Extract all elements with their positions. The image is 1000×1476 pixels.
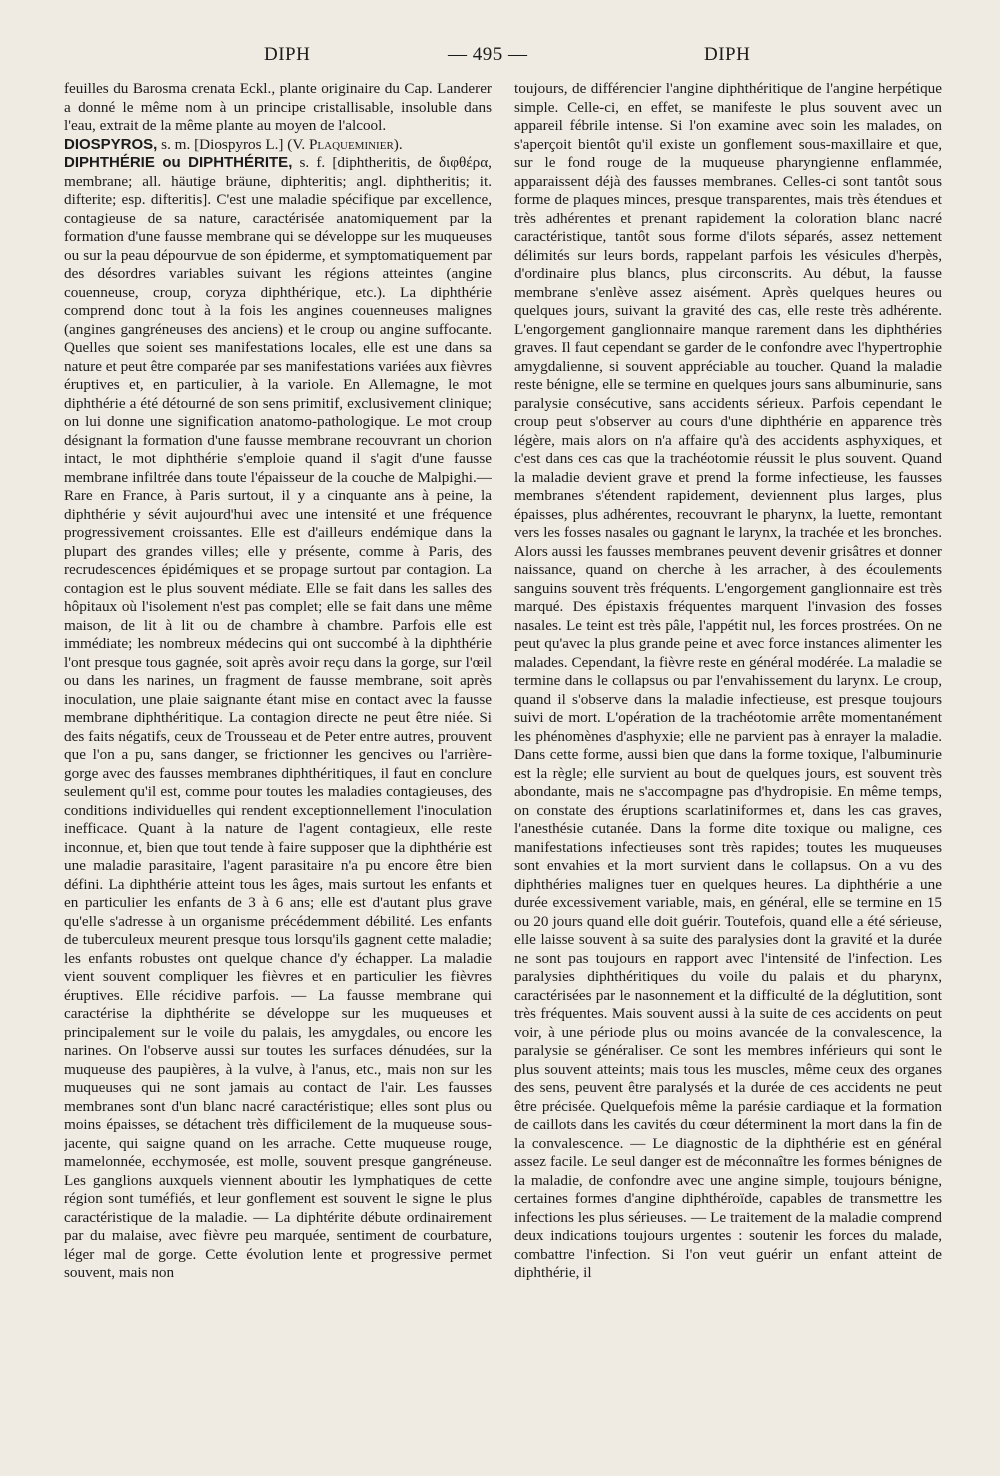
header-left-keyword: DIPH bbox=[264, 44, 311, 65]
left-column bbox=[64, 80, 492, 1460]
entry-headword: DIOSPYROS, bbox=[64, 135, 158, 153]
page-number: — 495 — bbox=[448, 44, 528, 65]
entry-definition: s. f. [diphtheritis, de διφθέρα, membrane; all. häutige bräune, diphteritis; angl. diphtheritis; it. difterite; esp. difteritis]. C'est une maladie spécifique par excellence, contagieuse de sa nature, caractérisée anatomiquement par la formation d'une fausse membrane qui se développe sur les muqueuses ou sur la peau dépourvue de son épiderme, et symptomatiquement par des désordres variables suivant les régions atteintes (angine couenneuse, croup, coryza diphthérique, etc.). La diphthérie comprend donc tout à la fois les angines couenneuses malignes (angines gangréneuses des anciens) et le croup ou angine suffocante. Quelles que soient ses manifestations locales, elle est une dans sa nature et peut être comparée par ses manifestations variées aux fièvres éruptives et, en particulier, à la variole. En Allemagne, le mot diphthérie a été détourné de son sens primitif, exclusivement clinique; on lui donne une signification anatomo-pathologique. Le mot croup désignant la formation d'une fausse membrane recouvrant un chorion intact, le mot diphthérie s'emploie quand il s'agit d'une fausse membrane infiltrée dans toute l'épaisseur de la couche de Malpighi.— Rare en France, à Paris surtout, il y a cinquante ans à peine, la diphthérie y sévit aujourd'hui avec une intensité et une fréquence progressivement croissantes. Elle est d'ailleurs endémique dans la plupart des grandes villes; elle y présente, comme à Paris, des recrudescences épidémiques et se propage surtout par contagion. La contagion est le plus souvent médiate. Elle se fait dans les salles des hôpitaux où l'isolement n'est pas complet; elle se fait dans une même maison, de lit à lit ou de chambre à chambre. Parfois elle est immédiate; les nombreux médecins qui ont succombé à la diphthérie l'ont presque tous gagnée, soit après avoir reçu dans la gorge, sur l'œil ou dans les narines, un fragment de fausse membrane, soit après inoculation, une plaie saignante étant mise en contact avec la fausse membrane diphthéritique. La contagion directe ne peut être niée. Si des faits négatifs, ceux de Trousseau et de Peter entre autres, prouvent que l'on a pu, sans danger, se frictionner les gencives ou l'arrière-gorge avec des fausses membranes diphthéritiques, il faut en conclure seulement qu'il est, comme pour toutes les maladies contagieuses, des conditions individuelles qui rendent exceptionnellement l'inoculation inefficace. Quant à la nature de l'agent contagieux, elle reste inconnue, et, bien que tout tende à faire supposer que la diphthérie est une maladie parasitaire, l'agent parasitaire n'a pu encore être bien défini. La diphthérie atteint tous les âges, mais surtout les enfants et en particulier les enfants de 3 à 6 ans; elle est d'autant plus grave qu'elle s'adresse à un organisme précédemment débilité. Les enfants de tuberculeux meurent presque tous lorsqu'ils gagnent cette maladie; les enfants robustes ont quelque chance d'y échapper. La maladie vient souvent compliquer les fièvres et en particulier les fièvres éruptives. Elle récidive parfois. — La fausse membrane qui caractérise la diphthérite se développe sur les muqueuses et principalement sur le voile du palais, les amygdales, ou encore les narines. On l'observe aussi sur toutes les surfaces dénudées, sur la muqueuse des paupières, à la vulve, à l'anus, etc., mais non sur les muqueuses qui ne sont jamais au contact de l'air. Les fausses membranes sont d'un blanc nacré caractéristique; elles sont plus ou moins épaisses, se détachent très difficilement de la muqueuse sous-jacente, qui saigne quand on les arrache. Cette muqueuse rouge, mamelonnée, ecchymosée, est molle, souvent presque gangréneuse. Les ganglions auxquels viennent aboutir les lymphatiques de cette région sont tuméfiés, et leur gonflement est souvent le signe le plus caractéristique de la maladie. — La diphtérite débute ordinairement par du malaise, avec fièvre peu marquée, sentiment de courbature, léger mal de gorge. Cette évolution lente et progressive permet souvent, mais non bbox=[64, 154, 492, 1281]
continued-entry-text: feuilles du Barosma crenata Eckl., plante originaire du Cap. Landerer a donné le même nom à un principe cristallisable, insoluble dans l'eau, extrait de la même plante au moyen de l'alcool. bbox=[64, 80, 492, 134]
entry-diospyros bbox=[64, 136, 492, 155]
running-head bbox=[64, 44, 936, 74]
entry-continuation: toujours, de différencier l'angine diphthéritique de l'angine herpétique simple. Celle-ci, en effet, se manifeste le plus souvent avec un appareil fébrile intense. Si l'on examine avec soin les malades, on s'aperçoit bientôt qu'il existe un gonflement sous-maxillaire et que, sur le fond rouge de la muqueuse pharyngienne enflammée, apparaissent déjà des fausses membranes. Celles-ci sont tantôt sous forme de plaques minces, presque transparentes, mais très étendues et très adhérentes et prenant rapidement la coloration blanc nacré caractéristique, tantôt sous forme d'ilots séparés, assez nettement délimités sur leurs bords, rappelant parfois les vésicules d'herpès, d'ordinaire plus blancs, plus circonscrits. Au début, la fausse membrane s'enlève assez aisément. Après quelques heures ou quelques jours, suivant la gravité des cas, elle reste très adhérente. L'engorgement ganglionnaire manque rarement dans les diphthéries graves. Il faut cependant se garder de le confondre avec l'hypertrophie amygdalienne, si souvent appréciable au toucher. Quand la maladie reste bénigne, elle se termine en quelques jours sans albuminurie, sans paralysie consécutive, sans accidents sérieux. Parfois cependant le croup peut s'observer au cours d'une diphthérie en apparence très légère, mais alors on n'a affaire qu'à des accidents asphyxiques, et c'est dans ces cas que la trachéotomie réussit le plus souvent. Quand la maladie devient grave et prend la forme infectieuse, les fausses membranes s'étendent rapidement, deviennent plus larges, plus épaisses, plus adhérentes, recouvrant le pharynx, la luette, remontant vers les fosses nasales ou gagnant le larynx, la trachée et les bronches. Alors aussi les fausses membranes peuvent devenir grisâtres et donner naissance, quand on cherche à les arracher, à des écoulements sanguins souvent très fréquents. L'engorgement ganglionnaire est très marqué. Des épistaxis fréquentes marquent l'invasion des fosses nasales. Le teint est très pâle, l'appétit nul, les forces prostrées. On ne peut qu'avec la plus grande peine et avec force instances alimenter les malades. Cependant, la fièvre reste en général modérée. La maladie se termine dans le collapsus ou par l'envahissement du larynx. Le croup, quand il s'observe dans la maladie infectieuse, est presque toujours suivi de mort. L'opération de la trachéotomie arrête momentanément les phénomènes d'asphyxie; elle ne parvient pas à enrayer la maladie. Dans cette forme, aussi bien que dans la forme toxique, l'albuminurie est la règle; elle survient au bout de quelques jours, est souvent très abondante, mais ne s'accompagne pas d'hydropisie. En même temps, on constate des éruptions scarlatiniformes et, dans les cas graves, l'anesthésie cutanée. Dans la forme dite toxique ou maligne, ces manifestations infectieuses sont très rapides; toutes les muqueuses sont envahies et la mort survient dans le collapsus. On a vu des diphthéries malignes tuer en quelques heures. La diphthérie a une durée excessivement variable, mais, en général, elle se termine en 15 ou 20 jours quand elle doit guérir. Toutefois, quand elle a été sérieuse, elle laisse souvent à sa suite des paralysies dont la gravité et la durée ne sont pas toujours en rapport avec l'intensité de l'infection. Les paralysies diphthéritiques du voile du palais et du pharynx, caractérisées par le nasonnement et la difficulté de la déglutition, sont très fréquentes. Mais souvent aussi à la suite de ces accidents on peut voir, à une période plus ou moins avancée de la convalescence, la paralysie se généraliser. Ce sont les membres inférieurs qui sont le plus souvent atteints; mais tous les muscles, même ceux des organes des sens, peuvent être paralysés et la durée de ces accidents ne peut être précisée. Quelquefois même la parésie cardiaque et la formation de caillots dans les cavités du cœur déterminent la mort dans la fin de la convalescence. — Le diagnostic de la diphthérie est en général assez facile. Le seul danger est de méconnaître les formes bénignes de la maladie, de confondre avec une angine simple, toujours bénigne, certaines formes d'angine diphthéroïde, capables de transmettre les infections les plus sérieuses. — Le traitement de la maladie comprend deux indications toujours urgentes : soutenir les forces du malade, combattre l'infection. Si l'on veut guérir un enfant atteint de diphthérie, il bbox=[514, 80, 942, 1281]
right-column bbox=[514, 80, 942, 1460]
cross-reference: Plaqueminier bbox=[308, 135, 394, 153]
entry-headword: DIPHTHÉRIE ou DIPHTHÉRITE, bbox=[64, 154, 293, 171]
entry-diphtherie bbox=[64, 154, 492, 1283]
entry-definition: s. m. [Diospyros L.] (V. bbox=[157, 135, 309, 153]
header-right-keyword: DIPH bbox=[704, 44, 751, 65]
text-columns bbox=[64, 80, 942, 1460]
entry-definition-end: ). bbox=[393, 135, 403, 153]
